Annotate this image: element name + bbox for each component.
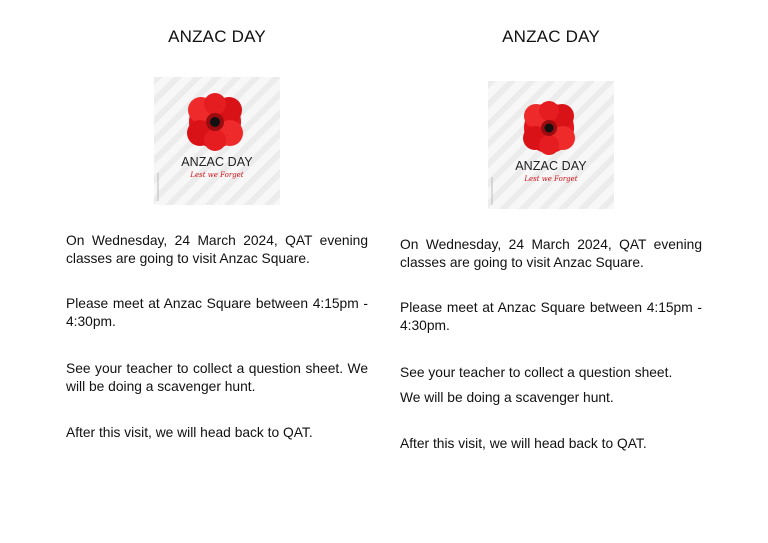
poster-heading: ANZAC DAY <box>181 155 253 169</box>
paragraph: After this visit, we will head back to QAT. <box>400 436 647 451</box>
poppy-icon <box>154 77 280 205</box>
paragraph: On Wednesday, 24 March 2024, QAT evening classes are going to visit Anzac Square. <box>66 233 368 266</box>
flyer-title: ANZAC DAY <box>502 27 600 46</box>
poster-heading: ANZAC DAY <box>515 159 587 173</box>
paragraph: See your teacher to collect a question sheet. We will be doing a scavenger hunt. <box>66 361 368 394</box>
poster-image <box>488 81 614 209</box>
poster-subtitle: Lest we Forget <box>190 171 244 179</box>
flyer-left <box>66 0 368 543</box>
paragraph: After this visit, we will head back to QAT. <box>66 425 313 440</box>
paragraph: Please meet at Anzac Square between 4:15pm - 4:30pm. <box>400 300 702 333</box>
paragraph: On Wednesday, 24 March 2024, QAT evening classes are going to visit Anzac Square. <box>400 237 702 270</box>
poppy-icon <box>488 81 614 209</box>
poster-subtitle: Lest we Forget <box>524 175 578 183</box>
flyer-right <box>400 0 702 543</box>
paragraph: Please meet at Anzac Square between 4:15pm - 4:30pm. <box>66 296 368 329</box>
flyer-title: ANZAC DAY <box>168 27 266 46</box>
paragraph: We will be doing a scavenger hunt. <box>400 390 614 405</box>
poster-image <box>154 77 280 205</box>
paragraph: See your teacher to collect a question sheet. <box>400 365 673 380</box>
